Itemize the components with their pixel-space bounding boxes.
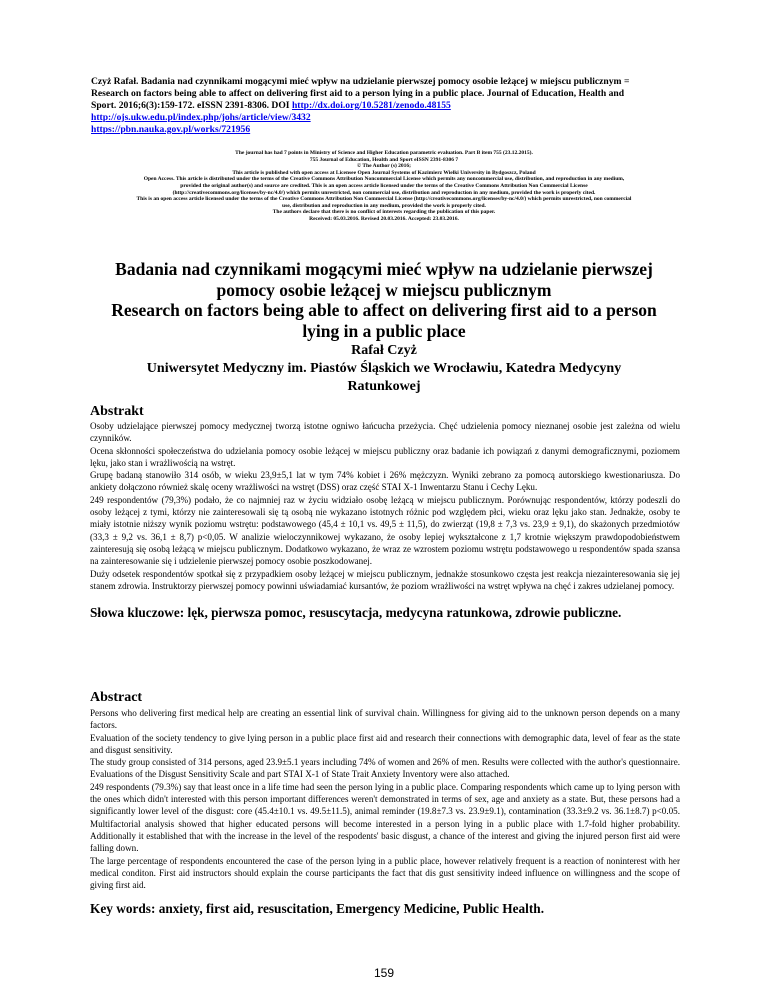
abstract-pl-paragraph: 249 respondentów (79,3%) podało, że co najmniej raz w życiu widziało osobę leżącą w miejscu publicznym. Porównując respondentów, którzy podeszli do osoby leżącej z tymi, którzy nie zainteresowali się tą osobą nie wykazano istotnych różnic pod względem płci, wieku oraz lęku jako stan. Jednakże, osoby te miały istotnie niższy wynik poziomu wstrętu: podstawowego (45,4 ± 10,1 vs. 49,5 ± 11,5), do zwierząt (19,8 ± 7,3 vs. 23,9 ± 9,1), do skażonych przedmiotów (33,3 ± 9,2 vs. 36,1 ± 8,7) p<0,05. W analizie wieloczynnikowej wykazano, że osoby lepiej wykształcone z 1,7 krotnie większym prawdopodobieństwem zainteresują się osobą leżącą w miejscu publicznym. Dodatkowo wykazano, że wraz ze wzrostem poziomu wstrętu podstawowego u respondentów spada szansa na zainteresowanie się i udzielenie pierwszej pomocy osobie poszkodowanej. (90, 494, 680, 567)
abstract-en-paragraph: The large percentage of respondents encountered the case of the person lying in a public place, however relatively frequent is a reaction of noninterest with her medical conditon. First aid instructors should explain the course participants the fact that dis gust sensitivity indeed influence on willingness and the scope of giving first aid. (90, 855, 680, 891)
license-block (60, 150, 708, 223)
page-number: 159 (373, 966, 395, 980)
abstract-en-paragraph: The study group consisted of 314 persons, aged 23.9±5.1 years including 74% of women and 26% of men. Results were collected with the author's questionnaire. Evaluations of the Disgust Sensitivity Scale and part STAI X-1 of State Trait Anxiety Inventory were also attached. (90, 757, 680, 780)
title-line: lying in a public place (302, 320, 466, 341)
citation-line: Czyż Rafał. Badania nad czynnikami mogącymi mieć wpływ na udzielanie pierwszej pomocy osobie leżącej w miejscu publicznym = (91, 76, 630, 87)
abstract-en-paragraph: Evaluation of the society tendency to give lying person in a public place first aid and research their connections with demographic data, level of fear as the state and disgust sensitivity. (90, 732, 680, 755)
abstract-en-paragraph: 249 respondents (79.3%) say that least once in a life time had seen the person lying in a public place. Comparing respondents which came up to lying person with the ones which didn't interested with this person important differences weren't demonstrated in terms of sex, age and anxiety as a state. But, these persons had a significantly lower level of the disgust: core (45.4±10.1 vs. 49.5±11.5), animal reminder (19.8±7.3 vs. 23.9±9.1), contamination (33.3±9.2 vs. 36.1±8.7) p<0.05. Multifactorial analysis showed that higher educated persons will become interested in a person lying in a public place with 1.7-fold higher probability. Additionally it established that with the increase in the level of the respodents' basic disgust, a chance of the interest and giving the injured person first aid were falling down. (90, 781, 680, 854)
author-name: Rafał Czyż (351, 343, 417, 358)
pbn-link[interactable]: https://pbn.nauka.gov.pl/works/721956 (91, 124, 251, 135)
license-line: The authors declare that there is no conflict of interests regarding the publication of this paper. (272, 209, 496, 216)
license-line: Open Access. This article is distributed under the terms of the Creative Commons Attribution Noncommercial License which permits any noncommercial use, distribution, and reproduction in any medium, (143, 176, 625, 183)
license-line: (http://creativecommons.org/licenses/by-nc/4.0/) which permits unrestricted, non commercial use, distribution and reproduction in any medium, provided the work is properly cited. (172, 189, 596, 196)
license-line: Received: 05.03.2016. Revised 20.03.2016. Accepted: 23.03.2016. (309, 215, 459, 222)
license-line: © The Author (s) 2016; (356, 163, 412, 170)
abstract-pl-paragraph: Duży odsetek respondentów spotkał się z przypadkiem osoby leżącej w miejscu publicznym, jednakże stosunkowo częsta jest reakcja niezainteresowania się jej stanem zdrowia. Instruktorzy pierwszej pomocy powinni uświadamiać kursantów, że poziom wrażliwości na wstręt wpływa na chęć i zakres udzielanej pomocy. (90, 568, 680, 591)
doi-link[interactable]: http://dx.doi.org/10.5281/zenodo.48155 (291, 100, 451, 111)
abstract-pl-paragraph: Grupę badaną stanowiło 314 osób, w wieku 23,9±5,1 lat w tym 74% kobiet i 26% mężczyzn. Wyniki zebrano za pomocą autorskiego kwestionariusza. Do ankiety dołączono również skalę oceny wrażliwości na wstręt (DSS) oraz część STAI X-1 Inwentarzu Stanu i Cechy Lęku. (90, 470, 680, 493)
keywords-pl: Słowa kluczowe: lęk, pierwsza pomoc, resuscytacja, medycyna ratunkowa, zdrowie publiczne. (90, 605, 622, 620)
title-line: pomocy osobie leżącej w miejscu publicznym (216, 279, 552, 300)
author-block (80, 342, 688, 396)
abstract-pl-paragraph: Ocena skłonności społeczeństwa do udzielania pomocy osobie leżącej w miejscu publiczny oraz badanie ich powiązań z danymi demograficznymi, poziomem lęku, jako stan i wrażliwością na wstręt. (90, 445, 680, 468)
article-link[interactable]: http://ojs.ukw.edu.pl/index.php/johs/article/view/3432 (91, 112, 311, 123)
keywords-en: Key words: anxiety, first aid, resuscitation, Emergency Medicine, Public Health. (90, 901, 545, 916)
license-line: use, distribution and reproduction in any medium, provided the work is properly cited. (282, 202, 486, 209)
license-line: provided the original author(s) and source are credited. This is an open access article licensed under the terms of the Creative Commons Attribution Non Commercial License (180, 182, 588, 189)
citation-line-doi (91, 100, 681, 112)
license-line: 755 Journal of Education, Health and Sport eISSN 2391-8306 7 (309, 156, 459, 163)
license-line: The journal has had 7 points in Ministry of Science and Higher Education parametric evaluation. Part B item 755 (23.12.2015). (235, 150, 533, 156)
license-line: This is an open access article licensed under the terms of the Creative Commons Attribution Non Commercial License (http://creativecommons.org/licenses/by-nc/4.0/) which permits unrestricted, non commercial (136, 196, 632, 203)
abstract-en-heading: Abstract (90, 690, 143, 705)
abstract-en-body (90, 707, 680, 891)
citation-line: Sport. 2016;6(3):159-172. eISSN 2391-8306. DOI (91, 100, 290, 111)
abstract-pl-paragraph: Osoby udzielające pierwszej pomocy medycznej tworzą istotne ogniwo łańcucha przeżycia. Chęć udzielenia pomocy nieznanej osobie jest zależna od wielu czynników. (90, 421, 680, 444)
citation-line: Research on factors being able to affect on delivering first aid to a person lying in a public place. Journal of Education, Health and (91, 88, 625, 99)
abstract-en-paragraph: Persons who delivering first medical help are creating an essential link of survival chain. Willingness for giving aid to the unknown person depends on a many factors. (90, 708, 680, 731)
title-line: Badania nad czynnikami mogącymi mieć wpływ na udzielanie pierwszej (115, 259, 653, 279)
affiliation-line: Ratunkowej (347, 379, 421, 394)
abstract-pl-heading: Abstrakt (90, 404, 144, 419)
license-line: This article is published with open access at Licensee Open Journal Systems of Kazimierz Wielki University in Bydgoszcz, Poland (232, 169, 536, 176)
abstract-pl-body (90, 420, 680, 592)
title-line: Research on factors being able to affect on delivering first aid to a person (111, 300, 657, 320)
citation-block (91, 76, 681, 136)
article-title (80, 259, 688, 341)
affiliation-line: Uniwersytet Medyczny im. Piastów Śląskich we Wrocławiu, Katedra Medycyny (146, 361, 622, 376)
